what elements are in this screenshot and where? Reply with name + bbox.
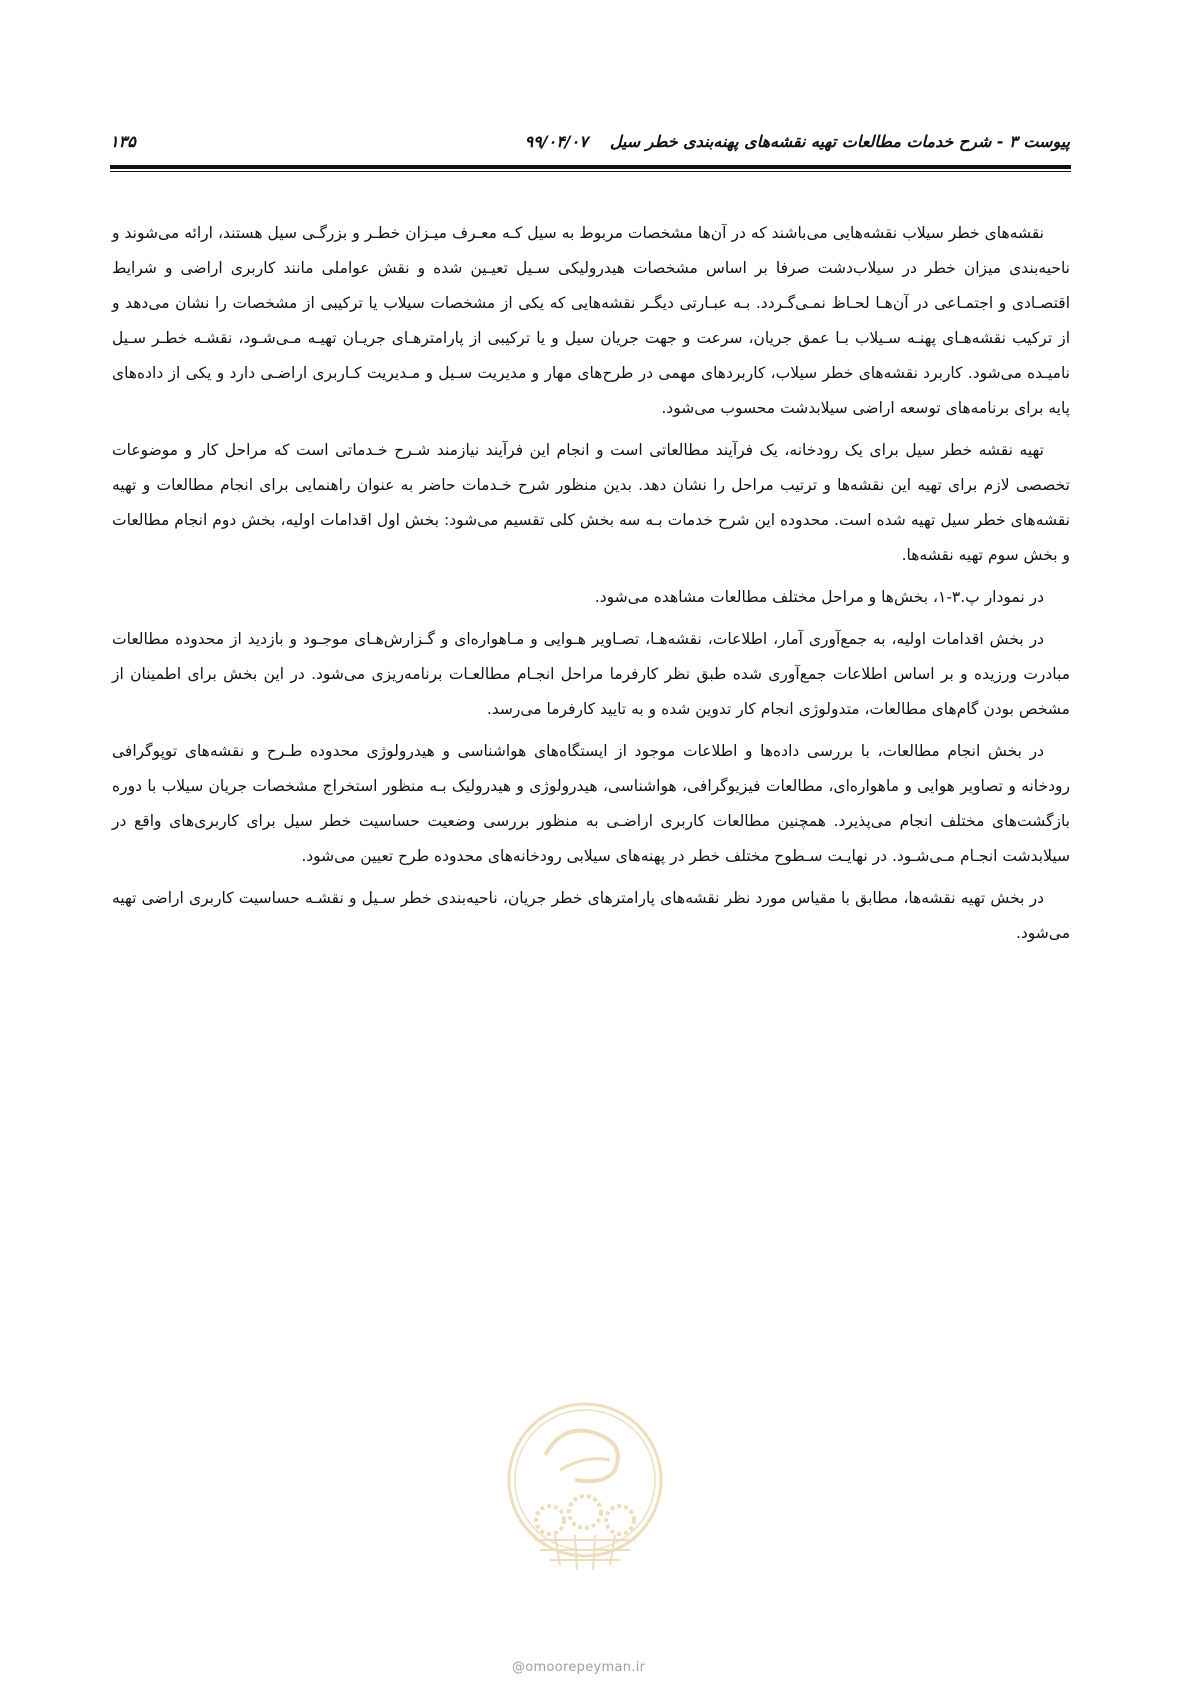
- paragraph-2: تهیه نقشه خطر سیل برای یک رودخانه، یک فرآیند مطالعاتی است و انجام این فرآیند نیازمند شـرح خـدماتی است که مراحل کار و موضوعات تخصصی لازم برای تهیه این نقشه‌ها و ترتیب مراحل را نشان دهد. بدین منظور شرح خـدمات حاضر به عنوان راهنمایی برای انجام مطالعات و تهیه نقشه‌های خطر سیل تهیه شده است. محدوده این شرح خدمات بـه سه بخش کلی تقسیم می‌شود: بخش اول اقدامات اولیه، بخش دوم انجام مطالعات و بخش سوم تهیه نقشه‌ها.: [112, 441, 1070, 564]
- paragraph-4: در بخش اقدامات اولیه، به جمع‌آوری آمار، اطلاعات، نقشه‌هـا، تصـاویر هـوایی و مـاهواره‌ای و گـزارش‌هـای موجـود و بازدید از محدوده مطالعات مبادرت ورزیده و بر اساس اطلاعات جمع‌آوری شده طبق نظر کارفرما مراحل انجـام مطالعـات برنامه‌ریزی می‌شود. در این بخش برای اطمینان از مشخص بودن گام‌های مطالعات، متدولوژی انجام کار تدوین شده و به تایید کارفرما می‌رسد.: [112, 630, 1070, 718]
- page-number: ۱۳۵: [110, 132, 136, 151]
- paragraph-6: در بخش تهیه نقشه‌ها، مطابق با مقیاس مورد نظر نقشه‌های پارامترهای خطر جریان، ناحیه‌بندی خطر سـیل و نقشـه حساسیت کاربری اراضی تهیه می‌شود.: [112, 889, 1070, 942]
- watermark-site: @omoorepeyman.ir: [512, 1660, 646, 1675]
- header-date: ۹۹/۰۴/۰۷: [524, 132, 588, 151]
- page-header: [110, 124, 1070, 164]
- paragraph-5: در بخش انجام مطالعات، با بررسی داده‌ها و اطلاعات موجود از ایستگاه‌های هواشناسی و هیدرولوژی محدوده طـرح و نقشه‌های توپوگرافی رودخانه و تصاویر هوایی و ماهواره‌ای، مطالعات فیزیوگرافی، هواشناسی، هیدرولوژی و هیدرولیک بـه منظور استخراج مشخصات جریان سیلاب با دوره بازگشت‌های مختلف انجام می‌پذیرد. همچنین مطالعات کاربری اراضـی به منظور بررسی وضعیت حساسیت خطر سیل برای کاربری‌های واقع در سیلابدشت انجـام مـی‌شـود. در نهایـت سـطوح مختلف خطر در پهنه‌های سیلابی رودخانه‌های محدوده طرح تعیین می‌شود.: [112, 742, 1070, 865]
- document-body: [112, 216, 1070, 958]
- header-title-text: پیوست ۳ - شرح خدمات مطالعات تهیه نقشه‌های پهنه‌بندی خطر سیل: [609, 132, 1070, 151]
- paragraph-1: نقشه‌های خطر سیلاب نقشه‌هایی می‌باشند که در آن‌ها مشخصات مربوط به سیل کـه معـرف میـزان خطـر و بزرگـی سیل هستند، ارائه می‌شوند و ناحیه‌بندی میزان خطر در سیلاب‌دشت صرفا بر اساس مشخصات هیدرولیکی سـیل تعیـین شده و نقش عواملی مانند کاربری اراضی و شرایط اقتصـادی و اجتمـاعی در آن‌هـا لحـاظ نمـی‌گـردد. بـه عبـارتی دیگـر نقشه‌هایی که یکی از مشخصات سیلاب یا ترکیبی از مشخصات را نشان می‌دهد و از ترکیب نقشه‌هـای پهنـه سـیلاب بـا عمق جریان، سرعت و جهت جریان سیل و یا ترکیبی از پارامترهـای جریـان تهیـه مـی‌شـود، نقشـه خطـر سـیل نامیـده می‌شود. کاربرد نقشه‌های خطر سیلاب، کاربردهای مهمی در طرح‌های مهار و مدیریت سـیل و مـدیریت کـاربری اراضـی دارد و یکی از داده‌های پایه برای برنامه‌های توسعه اراضی سیلابدشت محسوب می‌شود.: [112, 224, 1070, 417]
- paragraph-3: در نمودار پ.۳-۱، بخش‌ها و مراحل مختلف مطالعات مشاهده می‌شود.: [594, 588, 1044, 606]
- watermark-logo: [505, 1400, 665, 1600]
- header-rule-thin: [110, 171, 1071, 172]
- header-title: [525, 132, 1070, 151]
- header-rule-thick: [110, 165, 1071, 169]
